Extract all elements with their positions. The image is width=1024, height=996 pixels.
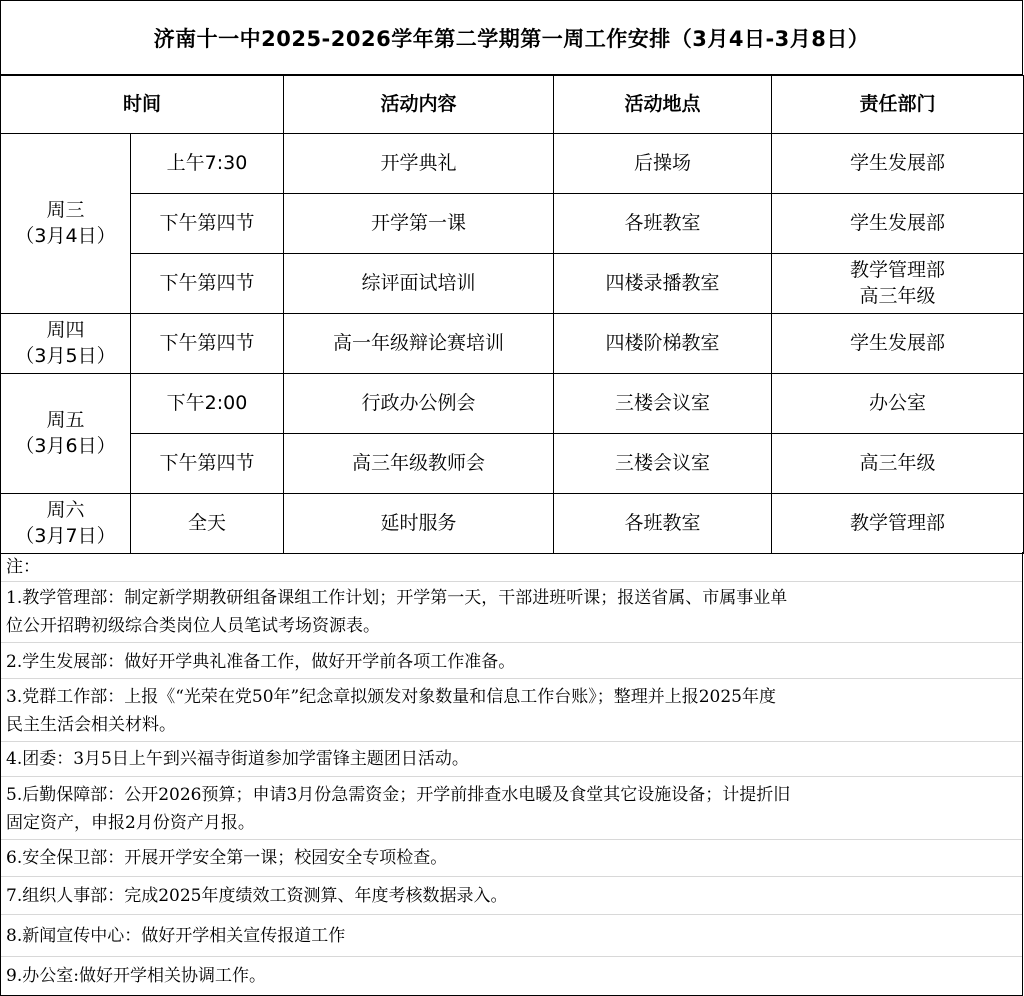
- schedule-table: [0, 75, 1024, 554]
- time-cell: 上午7:30: [131, 134, 284, 194]
- title-bar: [0, 0, 1023, 75]
- department-primary: 教学管理部: [850, 258, 946, 281]
- department-cell: 学生发展部: [772, 314, 1024, 374]
- note-divider: [1, 956, 1022, 957]
- note-line: 5.后勤保障部：公开2026预算；申请3月份急需资金；开学前排查水电暖及食堂其它设施设备；计提折旧: [6, 785, 791, 805]
- department-cell: [772, 254, 1024, 314]
- location-cell: 四楼录播教室: [554, 254, 772, 314]
- activity-cell: 开学典礼: [284, 134, 554, 194]
- day-cell-friday: [1, 374, 131, 494]
- note-divider: [1, 914, 1022, 915]
- table-row: [1, 194, 1024, 254]
- activity-cell: 行政办公例会: [284, 374, 554, 434]
- note-divider: [1, 876, 1022, 877]
- day-date: （3月6日）: [15, 434, 116, 457]
- department-cell: 高三年级: [772, 434, 1024, 494]
- note-line: 2.学生发展部：做好开学典礼准备工作，做好开学前各项工作准备。: [6, 652, 516, 672]
- header-time: 时间: [1, 76, 284, 134]
- note-divider: [1, 741, 1022, 742]
- day-cell-saturday: [1, 494, 131, 554]
- header-activity: 活动内容: [284, 76, 554, 134]
- note-divider: [1, 642, 1022, 643]
- table-row: [1, 254, 1024, 314]
- note-divider: [1, 581, 1022, 582]
- activity-cell: 高三年级教师会: [284, 434, 554, 494]
- note-line: 8.新闻宣传中心：做好开学相关宣传报道工作: [6, 926, 346, 946]
- table-row: [1, 494, 1024, 554]
- note-divider: [1, 776, 1022, 777]
- location-cell: 各班教室: [554, 494, 772, 554]
- day-date: （3月7日）: [15, 524, 116, 547]
- note-divider: [1, 678, 1022, 679]
- location-cell: 三楼会议室: [554, 374, 772, 434]
- department-cell: 办公室: [772, 374, 1024, 434]
- note-divider: [1, 839, 1022, 840]
- time-cell: 下午第四节: [131, 254, 284, 314]
- table-row: [1, 314, 1024, 374]
- time-cell: 下午第四节: [131, 434, 284, 494]
- activity-cell: 开学第一课: [284, 194, 554, 254]
- note-line: 6.安全保卫部：开展开学安全第一课；校园安全专项检查。: [6, 848, 448, 868]
- day-cell-thursday: [1, 314, 131, 374]
- note-line: 3.党群工作部：上报《“光荣在党50年”纪念章拟颁发对象数量和信息工作台账》；整理并上报2025年度: [6, 687, 776, 707]
- note-line: 4.团委：3月5日上午到兴福寺街道参加学雷锋主题团日活动。: [6, 749, 469, 769]
- table-header-row: [1, 76, 1024, 134]
- note-line: 位公开招聘初级综合类岗位人员笔试考场资源表。: [6, 616, 380, 636]
- day-cell-wednesday: [1, 134, 131, 314]
- department-cell: 教学管理部: [772, 494, 1024, 554]
- note-line: 1.教学管理部：制定新学期教研组备课组工作计划；开学第一天，干部进班听课；报送省属、市属事业单: [6, 588, 788, 608]
- time-cell: 全天: [131, 494, 284, 554]
- department-cell: 学生发展部: [772, 134, 1024, 194]
- note-line: 7.组织人事部：完成2025年度绩效工资测算、年度考核数据录入。: [6, 886, 508, 906]
- header-location: 活动地点: [554, 76, 772, 134]
- day-label: 周六: [46, 498, 85, 521]
- location-cell: 后操场: [554, 134, 772, 194]
- note-line: 9.办公室:做好开学相关协调工作。: [6, 966, 266, 986]
- table-row: [1, 434, 1024, 494]
- location-cell: 三楼会议室: [554, 434, 772, 494]
- time-cell: 下午2:00: [131, 374, 284, 434]
- day-date: （3月4日）: [15, 224, 116, 247]
- department-cell: 学生发展部: [772, 194, 1024, 254]
- day-label: 周四: [46, 318, 85, 341]
- notes-section: [0, 552, 1023, 996]
- note-line: 民主生活会相关材料。: [6, 715, 176, 735]
- header-department: 责任部门: [772, 76, 1024, 134]
- location-cell: 四楼阶梯教室: [554, 314, 772, 374]
- time-cell: 下午第四节: [131, 194, 284, 254]
- day-label: 周三: [46, 198, 85, 221]
- note-line: 固定资产，申报2月份资产月报。: [6, 813, 255, 833]
- table-row: [1, 374, 1024, 434]
- activity-cell: 延时服务: [284, 494, 554, 554]
- page-title: 济南十一中2025-2026学年第二学期第一周工作安排（3月4日-3月8日）: [153, 26, 870, 51]
- activity-cell: 综评面试培训: [284, 254, 554, 314]
- activity-cell: 高一年级辩论赛培训: [284, 314, 554, 374]
- department-secondary: 高三年级: [859, 284, 936, 307]
- notes-heading: 注：: [6, 557, 40, 577]
- day-label: 周五: [46, 408, 85, 431]
- time-cell: 下午第四节: [131, 314, 284, 374]
- location-cell: 各班教室: [554, 194, 772, 254]
- day-date: （3月5日）: [15, 344, 116, 367]
- table-row: [1, 134, 1024, 194]
